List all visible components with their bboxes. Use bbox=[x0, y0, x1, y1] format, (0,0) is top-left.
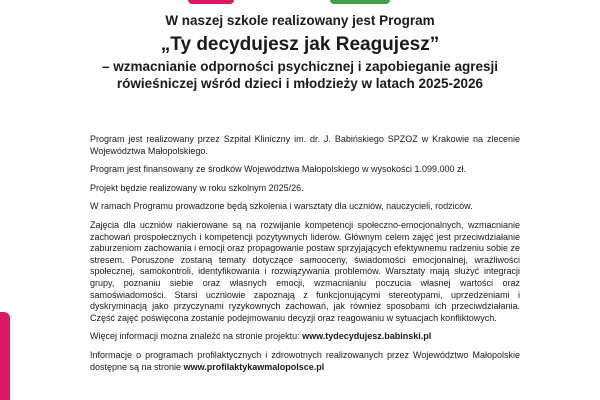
subtitle-line-1: – wzmacnianie odporności psychicznej i zapobieganie agresji bbox=[101, 59, 499, 74]
top-green-accent bbox=[330, 0, 390, 4]
header bbox=[0, 12, 600, 92]
subtitle-line-2: rówieśniczej wśród dzieci i młodzieży w latach 2025-2026 bbox=[116, 76, 484, 91]
prevention-info-text: Informacje o programach profilaktycznych i zdrowotnych realizowanych przez Województwo Małopolskie dostępne są na stronie bbox=[90, 349, 520, 372]
more-info-text: Więcej informacji można znaleźć na stronie projektu: bbox=[90, 331, 303, 342]
paragraph-implementer: Program jest realizowany przez Szpital Kliniczny im. dr. J. Babińskiego SPZOZ w Krakowie na zlecenie Województwa Małopolskiego. bbox=[90, 134, 520, 156]
left-pink-accent bbox=[0, 312, 10, 400]
prevention-website-link[interactable]: www.profilaktykawmalopolsce.pl bbox=[183, 361, 325, 372]
body-text bbox=[90, 134, 520, 380]
paragraph-more-info bbox=[90, 331, 520, 343]
program-title: „Ty decydujesz jak Reagujesz” bbox=[160, 34, 440, 55]
paragraph-prevention-info bbox=[90, 350, 520, 373]
header-intro: W naszej szkole realizowany jest Program bbox=[165, 13, 435, 28]
paragraph-trainings: W ramach Programu prowadzone będą szkolenia i warsztaty dla uczniów, nauczycieli, rodziców. bbox=[90, 201, 473, 212]
paragraph-classes-description: Zajęcia dla uczniów nakierowane są na rozwijanie kompetencji społeczno-emocjonalnych, wzmacnianie zachowań prospołecznych i kompetencji pozytywnych liderów. Głównym celem zajęć jest przeciwdziałanie zaburzeniom zachowania i emocji oraz propagowanie postaw sprzyjających efektywnemu radzeniu sobie ze stresem. Poruszone zostaną tematy dotyczące samooceny, świadomości emocjonalnej, wrażliwości społecznej, samokontroli, identyfikowania i rozwiązywania problemów. Warsztaty mają służyć integracji grupy, poznaniu siebie oraz własnych emocji, wzmacnianiu poczucia własnej wartości oraz samoświadomości. Starsi uczniowie zapoznają z funkcjonującymi stereotypami, uprzedzeniami i dyskryminacją jako przyczynami ryzykownych zachowań, jak również sposobami ich przeciwdziałania. Część zajęć poświęcona zostanie podejmowaniu decyzji oraz reagowaniu w sytuacjach konfliktowych. bbox=[90, 219, 520, 323]
project-website-link[interactable]: www.tydecydujesz.babinski.pl bbox=[302, 331, 432, 342]
top-pink-accent bbox=[188, 0, 234, 4]
paragraph-school-year: Projekt będzie realizowany w roku szkolnym 2025/26. bbox=[90, 182, 304, 193]
paragraph-financing: Program jest finansowany ze środków Województwa Małopolskiego w wysokości 1.099.000 zł. bbox=[90, 164, 467, 175]
